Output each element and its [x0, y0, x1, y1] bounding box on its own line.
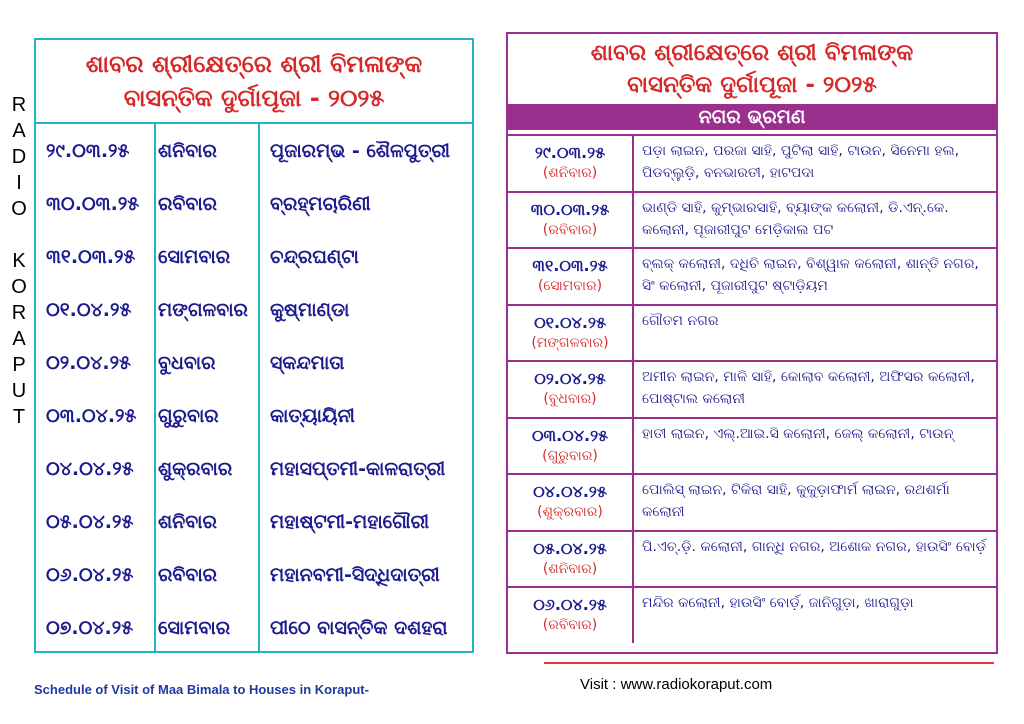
side-letter: U [11, 380, 27, 402]
schedule-date: ୦୩.୦୪.୨୫ [46, 404, 137, 427]
side-letter: R [11, 302, 27, 324]
left-title-line2: ବାସନ୍ତିକ ଦୁର୍ଗାପୂଜା - ୨୦୨୫ [123, 84, 385, 112]
route-date-cell [508, 532, 634, 587]
schedule-goddess: କୁଷ୍ମାଣ୍ଡା [270, 298, 350, 321]
route-date-cell [508, 136, 634, 191]
schedule-goddess: କାତ୍ୟାୟିନୀ [270, 404, 355, 427]
route-date: ୦୩.୦୪.୨୫ [531, 425, 609, 445]
schedule-day: ଶନିବାର [158, 139, 217, 162]
route-day: (ଶୁକ୍ରବାର) [537, 504, 603, 521]
route-date-cell [508, 475, 634, 530]
schedule-row [36, 495, 472, 548]
route-places: ପି.ଏଚ୍.ଡ଼ି. କଲୋନୀ, ଗାନ୍ଧି ନଗର, ଅଶୋକ ନଗର, ହାଉସିଂ ବୋର୍ଡ଼ [642, 538, 986, 555]
side-letter: A [12, 328, 26, 350]
schedule-row [36, 283, 472, 336]
route-row [508, 304, 996, 361]
route-row [508, 360, 996, 417]
route-places: ଗୌତମ ନଗର [642, 312, 719, 329]
schedule-day: ସୋମବାର [158, 245, 231, 268]
nagar-bhramana-banner: ନଗର ଭ୍ରମଣ [508, 104, 996, 130]
route-row [508, 191, 996, 248]
route-table [508, 134, 996, 652]
left-title-line1: ଶାବର ଶ୍ରୀକ୍ଷେତ୍ରେ ଶ୍ରୀ ବିମଳାଙ୍କ [85, 50, 423, 78]
schedule-goddess: ପୂଜାରମ୍ଭ - ଶୈଳପୁତ୍ରୀ [270, 139, 451, 162]
schedule-row [36, 548, 472, 601]
route-day: (ରବିବାର) [542, 221, 598, 238]
schedule-goddess: ସ୍କନ୍ଦମାତା [270, 351, 345, 374]
route-date: ୩୦.୦୩.୨୫ [530, 199, 610, 219]
route-date: ୦୪.୦୪.୨୫ [533, 482, 607, 502]
schedule-day: ଶୁକ୍ରବାର [158, 457, 233, 480]
schedule-goddess: ଚନ୍ଦ୍ରଘଣ୍ଟା [270, 245, 359, 268]
route-places: ହାତୀ ଲାଇନ, ଏଲ୍.ଆଇ.ସି କଲୋନୀ, ଜେଲ୍ କଲୋନୀ, ଟାଉନ୍ [642, 425, 954, 442]
route-date-cell [508, 419, 634, 474]
route-date-cell [508, 362, 634, 417]
schedule-day: ଶନିବାର [158, 510, 217, 533]
right-title-line1: ଶାବର ଶ୍ରୀକ୍ଷେତ୍ରେ ଶ୍ରୀ ବିମଳାଙ୍କ [590, 40, 914, 66]
schedule-goddess: ବ୍ରହ୍ମଚାରିଣୀ [270, 192, 371, 215]
schedule-date: ୩୧.୦୩.୨୫ [46, 245, 136, 268]
schedule-day: ବୁଧବାର [158, 351, 216, 374]
side-letter: I [16, 172, 22, 194]
schedule-date: ୦୫.୦୪.୨୫ [46, 510, 134, 533]
schedule-date: ୨୯.୦୩.୨୫ [46, 139, 130, 162]
left-schedule-table [36, 122, 472, 651]
schedule-goddess: ପୀଠେ ବାସନ୍ତିକ ଦଶହରା [270, 616, 448, 639]
schedule-date: ୦୪.୦୪.୨୫ [46, 457, 134, 480]
route-day: (ଶନିବାର) [542, 560, 598, 577]
schedule-row [36, 442, 472, 495]
route-date: ୦୬.୦୪.୨୫ [533, 595, 607, 615]
divider-line [544, 662, 994, 664]
schedule-date: ୩୦.୦୩.୨୫ [46, 192, 140, 215]
route-date: ୦୨.୦୪.୨୫ [534, 369, 606, 389]
route-day: (ସୋମବାର) [537, 278, 603, 295]
schedule-row [36, 389, 472, 442]
schedule-date: ୦୬.୦୪.୨୫ [46, 563, 134, 586]
schedule-day: ରବିବାର [158, 563, 218, 586]
schedule-day: ରବିବାର [158, 192, 218, 215]
side-letter: A [12, 120, 26, 142]
route-day: (ଶନିବାର) [542, 165, 598, 182]
route-date: ୨୯.୦୩.୨୫ [534, 143, 606, 163]
route-row [508, 586, 996, 643]
route-places: ପଡ଼ା ଲାଇନ, ପରଜା ସାହି, ପୁଟିଲା ସାହି, ଟାଉନ, ସିନେମା ହଲ, ପିଡବ୍ଲୁଡ଼ି, ବନଭାରତୀ, ହାଟପଦା [642, 143, 960, 181]
schedule-row [36, 230, 472, 283]
route-day: (ବୁଧବାର) [543, 391, 597, 408]
side-letter: T [12, 406, 26, 428]
route-row [508, 417, 996, 474]
side-letter: R [11, 94, 27, 116]
schedule-caption: Schedule of Visit of Maa Bimala to Houses in Koraput- [34, 682, 369, 697]
route-places: ଭାଣ୍ଡି ସାହି, କୁମ୍ଭାରସାହି, ବ୍ୟାଙ୍କ କଲୋନୀ, ଡି.ଏନ୍.କେ. କଲୋନୀ, ପୂଜାରୀପୁଟ ମେଡ଼ିକାଲ ପଟ [642, 199, 949, 238]
schedule-goddess: ମହାସପ୍ତମୀ-କାଳରାତ୍ରୀ [270, 457, 446, 480]
route-date-cell [508, 249, 634, 304]
side-letter: O [11, 198, 27, 220]
route-date-cell [508, 306, 634, 361]
schedule-row [36, 336, 472, 389]
radio-koraput-vertical-label [8, 92, 30, 430]
route-date: ୦୫.୦୪.୨୫ [533, 538, 607, 558]
website-link[interactable]: Visit : www.radiokoraput.com [580, 676, 773, 693]
route-row [508, 134, 996, 191]
route-row [508, 473, 996, 530]
route-places: ପୋଲିସ୍ ଲାଇନ, ଟିକିରା ସାହି, କୁକୁଡ଼ାଫାର୍ମ ଲାଇନ, ରଥଶର୍ମା କଲୋନୀ [642, 482, 950, 520]
route-date-cell [508, 588, 634, 643]
column-divider [154, 124, 156, 651]
route-day: (ଗୁରୁବାର) [542, 447, 598, 464]
schedule-date: ୦୭.୦୪.୨୫ [46, 616, 134, 639]
schedule-date: ୦୨.୦୪.୨୫ [46, 351, 131, 374]
route-date: ୦୧.୦୪.୨୫ [534, 312, 606, 332]
route-places: ମନ୍ଦିର କଲୋନୀ, ହାଉସିଂ ବୋର୍ଡ଼, ଜାନିଗୁଡ଼ା, ଖାରାଗୁଡ଼ା [642, 595, 914, 611]
route-day: (ରବିବାର) [542, 617, 598, 634]
column-divider [258, 124, 260, 651]
route-date: ୩୧.୦୩.୨୫ [532, 256, 608, 276]
route-row [508, 247, 996, 304]
schedule-goddess: ମହାନବମୀ-ସିଦ୍ଧିଦାତ୍ରୀ [270, 563, 440, 586]
side-letter: O [11, 276, 27, 298]
route-places: ଅମୀନ ଲାଇନ, ମାଳି ସାହି, କୋଲାବ କଲୋନୀ, ଅଫିସର କଲୋନୀ, ପୋଷ୍ଟାଲ କଲୋନୀ [642, 369, 975, 407]
right-nagar-bhramana-panel [506, 32, 998, 654]
schedule-date: ୦୧.୦୪.୨୫ [46, 298, 132, 321]
schedule-row [36, 601, 472, 654]
side-letter: D [11, 146, 27, 168]
schedule-row [36, 124, 472, 177]
schedule-goddess: ମହାଷ୍ଟମୀ-ମହାଗୌରୀ [270, 510, 430, 533]
schedule-day: ଗୁରୁବାର [158, 404, 219, 427]
schedule-day: ମଙ୍ଗଳବାର [158, 298, 248, 321]
route-day: (ମଙ୍ଗଳବାର) [531, 334, 609, 351]
right-title-line2: ବାସନ୍ତିକ ଦୁର୍ଗାପୂଜା - ୨୦୨୫ [627, 72, 877, 98]
route-row [508, 530, 996, 587]
left-schedule-panel [34, 38, 474, 653]
left-panel-title [36, 40, 472, 122]
schedule-day: ସୋମବାର [158, 616, 231, 639]
right-panel-title [508, 34, 996, 104]
route-places: ବ୍ଲକ୍ କଲୋନୀ, ଦଧିଚି ଲାଇନ, ବିଶ୍ୱାଳ କଲୋନୀ, ଶାନ୍ତି ନଗର, ସିଂ କଲୋନୀ, ପୂଜାରୀପୁଟ ଷ୍ଟାଡ଼ିୟମ [642, 256, 979, 294]
schedule-row [36, 177, 472, 230]
route-date-cell [508, 193, 634, 248]
side-letter: P [12, 354, 26, 376]
side-letter: K [12, 250, 26, 272]
